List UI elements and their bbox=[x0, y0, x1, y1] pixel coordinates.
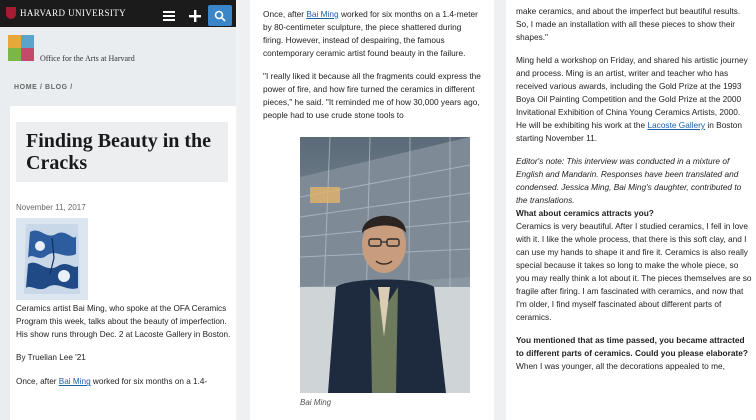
plus-icon bbox=[189, 10, 201, 22]
column-divider bbox=[238, 0, 250, 420]
photo-caption: Bai Ming bbox=[300, 398, 332, 407]
top-bar bbox=[0, 0, 236, 27]
harvard-shield-icon bbox=[6, 7, 16, 19]
page-title: Finding Beauty in the Cracks bbox=[26, 130, 212, 174]
interview-answer: When I was younger, all the decorations appealed to me, bbox=[516, 361, 725, 371]
office-title[interactable]: Office for the Arts at Harvard bbox=[40, 54, 135, 63]
breadcrumb[interactable]: HOME / BLOG / bbox=[14, 84, 73, 91]
paragraph: "I really liked it because all the fragments could express the power of fire, and how fire turned the ceramics in different pieces," he said. "It reminded me of how 30,000 years ago, people had to use crude stone tools to bbox=[263, 71, 481, 120]
article-date: November 11, 2017 bbox=[16, 203, 86, 212]
editor-note: Editor's note: This interview was conducted in a mixture of English and Mandarin. Responses have been translated and condensed. Jessica Ming, Bai Ming's daughter, contributed to the translations. bbox=[516, 156, 742, 205]
harvard-university-label: HARVARD UNIVERSITY bbox=[20, 8, 127, 18]
bai-ming-link[interactable]: Bai Ming bbox=[306, 9, 339, 19]
paragraph: make ceramics, and about the imperfect but beautiful results. So, I made an installation with all these pieces to show their shapes." bbox=[516, 6, 741, 42]
interview-question: What about ceramics attracts you? bbox=[516, 208, 654, 218]
lacoste-gallery-link[interactable]: Lacoste Gallery bbox=[647, 120, 706, 130]
article-summary: Ceramics artist Bai Ming, who spoke at the OFA Ceramics Program this week, talks about the beauty of imperfection. His show runs through Dec. 2 at Lacoste Gallery in Boston. bbox=[16, 304, 231, 339]
bai-ming-link[interactable]: Bai Ming bbox=[58, 377, 91, 387]
interview-answer: Ceramics is very beautiful. After I studied ceramics, I fell in love with it. I like the whole process, that there is this soft clay, and I can use my hands to shape it and fire it. Ceramics is also really special because it takes so long to make the whole piece, so you may really think a lot about it. The pieces themselves are so fragile after firing. I am fascinated with ceramics, and now that I'm older, I find myself fascinated about different parts of ceramics. bbox=[516, 221, 752, 322]
column-divider bbox=[494, 0, 506, 420]
article-card bbox=[10, 106, 236, 420]
add-button[interactable] bbox=[184, 5, 206, 26]
title-box bbox=[16, 122, 228, 182]
bai-ming-photo bbox=[300, 137, 470, 393]
byline: By Truelian Lee '21 bbox=[16, 353, 86, 363]
search-button[interactable] bbox=[208, 5, 232, 26]
mobile-page-column-1 bbox=[0, 0, 236, 420]
paragraph-start: Once, after Bai Ming worked for six months on a 1.4- bbox=[16, 377, 208, 387]
ofa-logo-icon[interactable] bbox=[8, 35, 34, 61]
paragraph: Ming held a workshop on Friday, and shared his artistic journey and process. Ming is an artist, writer and teacher who has received various awards, including the Gold Prize at the 1993 Boya Oil Painting Competition and the Gold Prize at the 2000 Invitational Exhibition of China Young Ceramics Artists, 2000. He will be exhibiting his work at the Lacoste Gallery in Boston starting November 11. bbox=[516, 55, 748, 143]
harvard-logo[interactable] bbox=[6, 7, 126, 19]
paragraph: Once, after Bai Ming worked for six months on a 1.4-meter by 80-centimeter sculpture, the piece shattered during firing. However, instead of despairing, the famous contemporary ceramic artist found beauty in the failure. bbox=[263, 9, 478, 58]
hamburger-menu-icon bbox=[163, 11, 175, 21]
search-icon bbox=[214, 10, 226, 22]
menu-button[interactable] bbox=[158, 5, 180, 26]
article-body-part-3 bbox=[516, 5, 752, 373]
mobile-page-column-3 bbox=[506, 0, 756, 420]
ceramic-vase-image bbox=[16, 218, 88, 300]
interview-question: You mentioned that as time passed, you became attracted to different parts of ceramics. Could you please elaborate? bbox=[516, 335, 748, 358]
article-body-part-2 bbox=[263, 8, 483, 132]
article-intro bbox=[16, 303, 234, 400]
ofa-header bbox=[0, 27, 236, 69]
mobile-page-column-2 bbox=[250, 0, 494, 420]
